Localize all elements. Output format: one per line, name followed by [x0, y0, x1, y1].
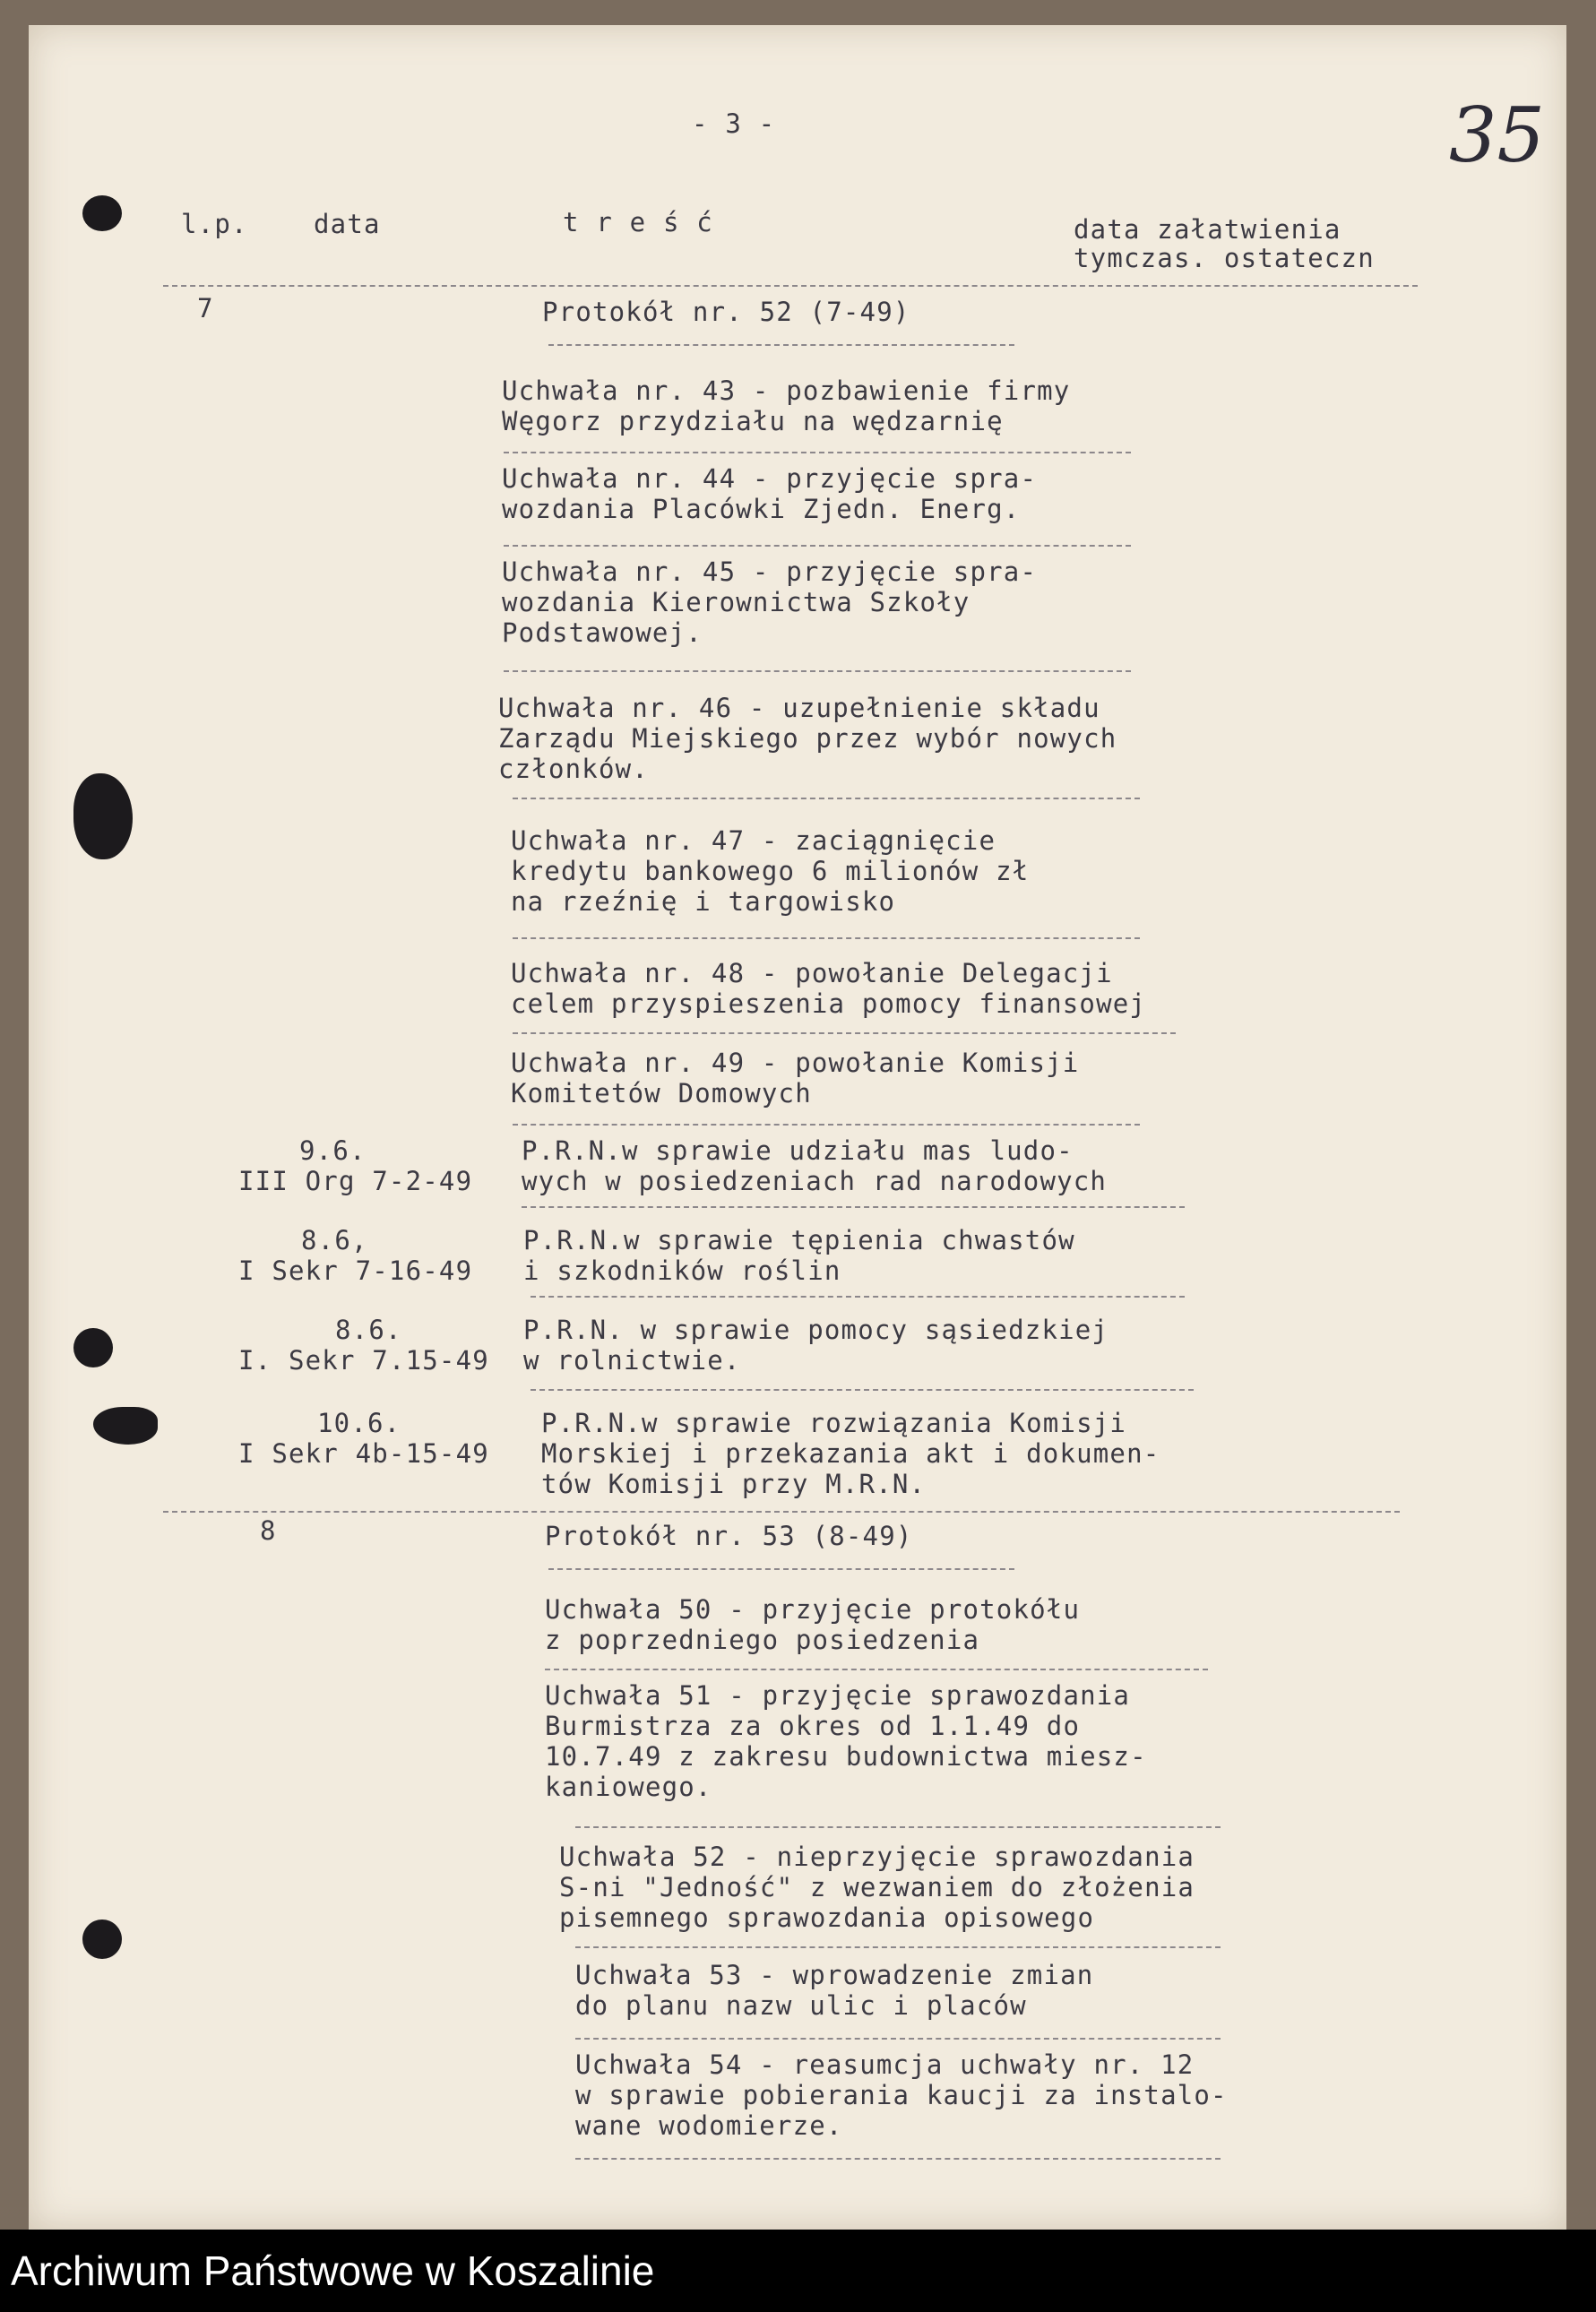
letter-date: 9.6. — [299, 1135, 367, 1166]
resolution-line: kaniowego. — [545, 1772, 712, 1802]
punch-hole — [82, 1919, 122, 1959]
resolution-line: Uchwała 51 - przyjęcie sprawozdania — [545, 1680, 1131, 1711]
letter-line: wych w posiedzeniach rad narodowych — [522, 1166, 1108, 1196]
document-page — [29, 25, 1566, 2230]
header-rule — [163, 285, 1418, 287]
resolution-line: wane wodomierze. — [575, 2110, 843, 2141]
entry-rule — [575, 1826, 1221, 1828]
resolution-line: Uchwała nr. 48 - powołanie Delegacji — [511, 958, 1113, 988]
letter-line: P.R.N. w sprawie pomocy sąsiedzkiej — [523, 1315, 1109, 1345]
punch-hole — [82, 195, 122, 231]
header-settlement-sub: tymczas. ostateczn — [1074, 243, 1375, 273]
resolution-line: na rzeźnię i targowisko — [511, 886, 896, 917]
resolution-line: członków. — [498, 754, 649, 784]
header-lp: l.p. — [181, 209, 248, 239]
entry-rule — [504, 545, 1131, 547]
entry-rule — [513, 1124, 1140, 1126]
header-content: t r e ś ć — [563, 207, 713, 237]
letter-date: 8.6, — [301, 1225, 368, 1255]
letter-line: Morskiej i przekazania akt i dokumen- — [541, 1438, 1160, 1469]
resolution-line: Uchwała 53 - wprowadzenie zmian — [575, 1960, 1094, 1990]
archive-name: Archiwum Państwowe w Koszalinie — [11, 2247, 655, 2294]
resolution-line: Podstawowej. — [502, 617, 703, 648]
entry-rule — [575, 2158, 1221, 2160]
resolution-line: Uchwała nr. 45 - przyjęcie spra- — [502, 556, 1038, 587]
resolution-line: celem przyspieszenia pomocy finansowej — [511, 988, 1147, 1019]
entry-rule — [548, 344, 1014, 346]
entry-rule — [548, 1568, 1014, 1570]
section-rule — [163, 1511, 1400, 1513]
letter-line: P.R.N.w sprawie rozwiązania Komisji — [541, 1408, 1127, 1438]
ink-blot — [93, 1407, 158, 1445]
resolution-line: Uchwała nr. 47 - zaciągnięcie — [511, 825, 996, 856]
letter-line: tów Komisji przy M.R.N. — [541, 1469, 927, 1499]
protocol-title: Protokół nr. 52 (7-49) — [542, 297, 910, 327]
resolution-line: Uchwała nr. 44 - przyjęcie spra- — [502, 463, 1038, 494]
resolution-line: S-ni "Jedność" z wezwaniem do złożenia — [559, 1872, 1195, 1902]
resolution-line: pisemnego sprawozdania opisowego — [559, 1902, 1095, 1933]
letter-date: 8.6. — [335, 1315, 402, 1345]
resolution-line: do planu nazw ulic i placów — [575, 1990, 1027, 2021]
entry-rule — [575, 2038, 1221, 2040]
resolution-line: Komitetów Domowych — [511, 1078, 812, 1109]
entry-rule — [531, 1389, 1194, 1391]
resolution-line: Węgorz przydziału na wędzarnię — [502, 406, 1004, 436]
entry-rule — [504, 452, 1131, 453]
header-date: data — [314, 209, 381, 239]
ink-blot — [73, 773, 133, 859]
folio-number: 35 — [1449, 91, 1545, 179]
resolution-line: Uchwała 52 - nieprzyjęcie sprawozdania — [559, 1842, 1195, 1872]
resolution-line: 10.7.49 z zakresu budownictwa miesz- — [545, 1741, 1147, 1772]
entry-rule — [575, 1946, 1221, 1948]
letter-line: w rolnictwie. — [523, 1345, 741, 1376]
resolution-line: Zarządu Miejskiego przez wybór nowych — [498, 723, 1117, 754]
entry-rule — [531, 1296, 1185, 1298]
resolution-line: Uchwała 54 - reasumcja uchwały nr. 12 — [575, 2049, 1195, 2080]
resolution-line: wozdania Kierownictwa Szkoły — [502, 587, 971, 617]
resolution-line: Uchwała nr. 43 - pozbawienie firmy — [502, 375, 1071, 406]
entry-rule — [513, 798, 1140, 799]
entry-rule — [513, 1032, 1176, 1034]
entry-rule — [522, 1206, 1185, 1208]
item-number: 8 — [260, 1515, 277, 1546]
punch-hole — [73, 1328, 113, 1367]
entry-rule — [504, 670, 1131, 672]
resolution-line: kredytu bankowego 6 milionów zł — [511, 856, 1030, 886]
archive-footer — [0, 2230, 1596, 2312]
letter-line: P.R.N.w sprawie tępienia chwastów — [523, 1225, 1075, 1255]
letter-ref: III Org 7-2-49 — [238, 1166, 473, 1196]
letter-date: 10.6. — [317, 1408, 401, 1438]
letter-ref: I Sekr 4b-15-49 — [238, 1438, 489, 1469]
resolution-line: Burmistrza za okres od 1.1.49 do — [545, 1711, 1081, 1741]
letter-ref: I. Sekr 7.15-49 — [238, 1345, 489, 1376]
protocol-title: Protokół nr. 53 (8-49) — [545, 1521, 913, 1551]
resolution-line: wozdania Placówki Zjedn. Energ. — [502, 494, 1021, 524]
resolution-line: Uchwała nr. 49 - powołanie Komisji — [511, 1048, 1080, 1078]
header-settlement-date: data załatwienia — [1074, 214, 1342, 245]
page-number: - 3 - — [692, 108, 776, 139]
resolution-line: Uchwała nr. 46 - uzupełnienie składu — [498, 693, 1100, 723]
resolution-line: z poprzedniego posiedzenia — [545, 1625, 980, 1655]
letter-line: i szkodników roślin — [523, 1255, 841, 1286]
letter-ref: I Sekr 7-16-49 — [238, 1255, 473, 1286]
entry-rule — [545, 1669, 1208, 1670]
letter-line: P.R.N.w sprawie udziału mas ludo- — [522, 1135, 1074, 1166]
resolution-line: Uchwała 50 - przyjęcie protokółu — [545, 1594, 1081, 1625]
item-number: 7 — [197, 293, 214, 324]
entry-rule — [513, 937, 1140, 939]
resolution-line: w sprawie pobierania kaucji za instalo- — [575, 2080, 1228, 2110]
